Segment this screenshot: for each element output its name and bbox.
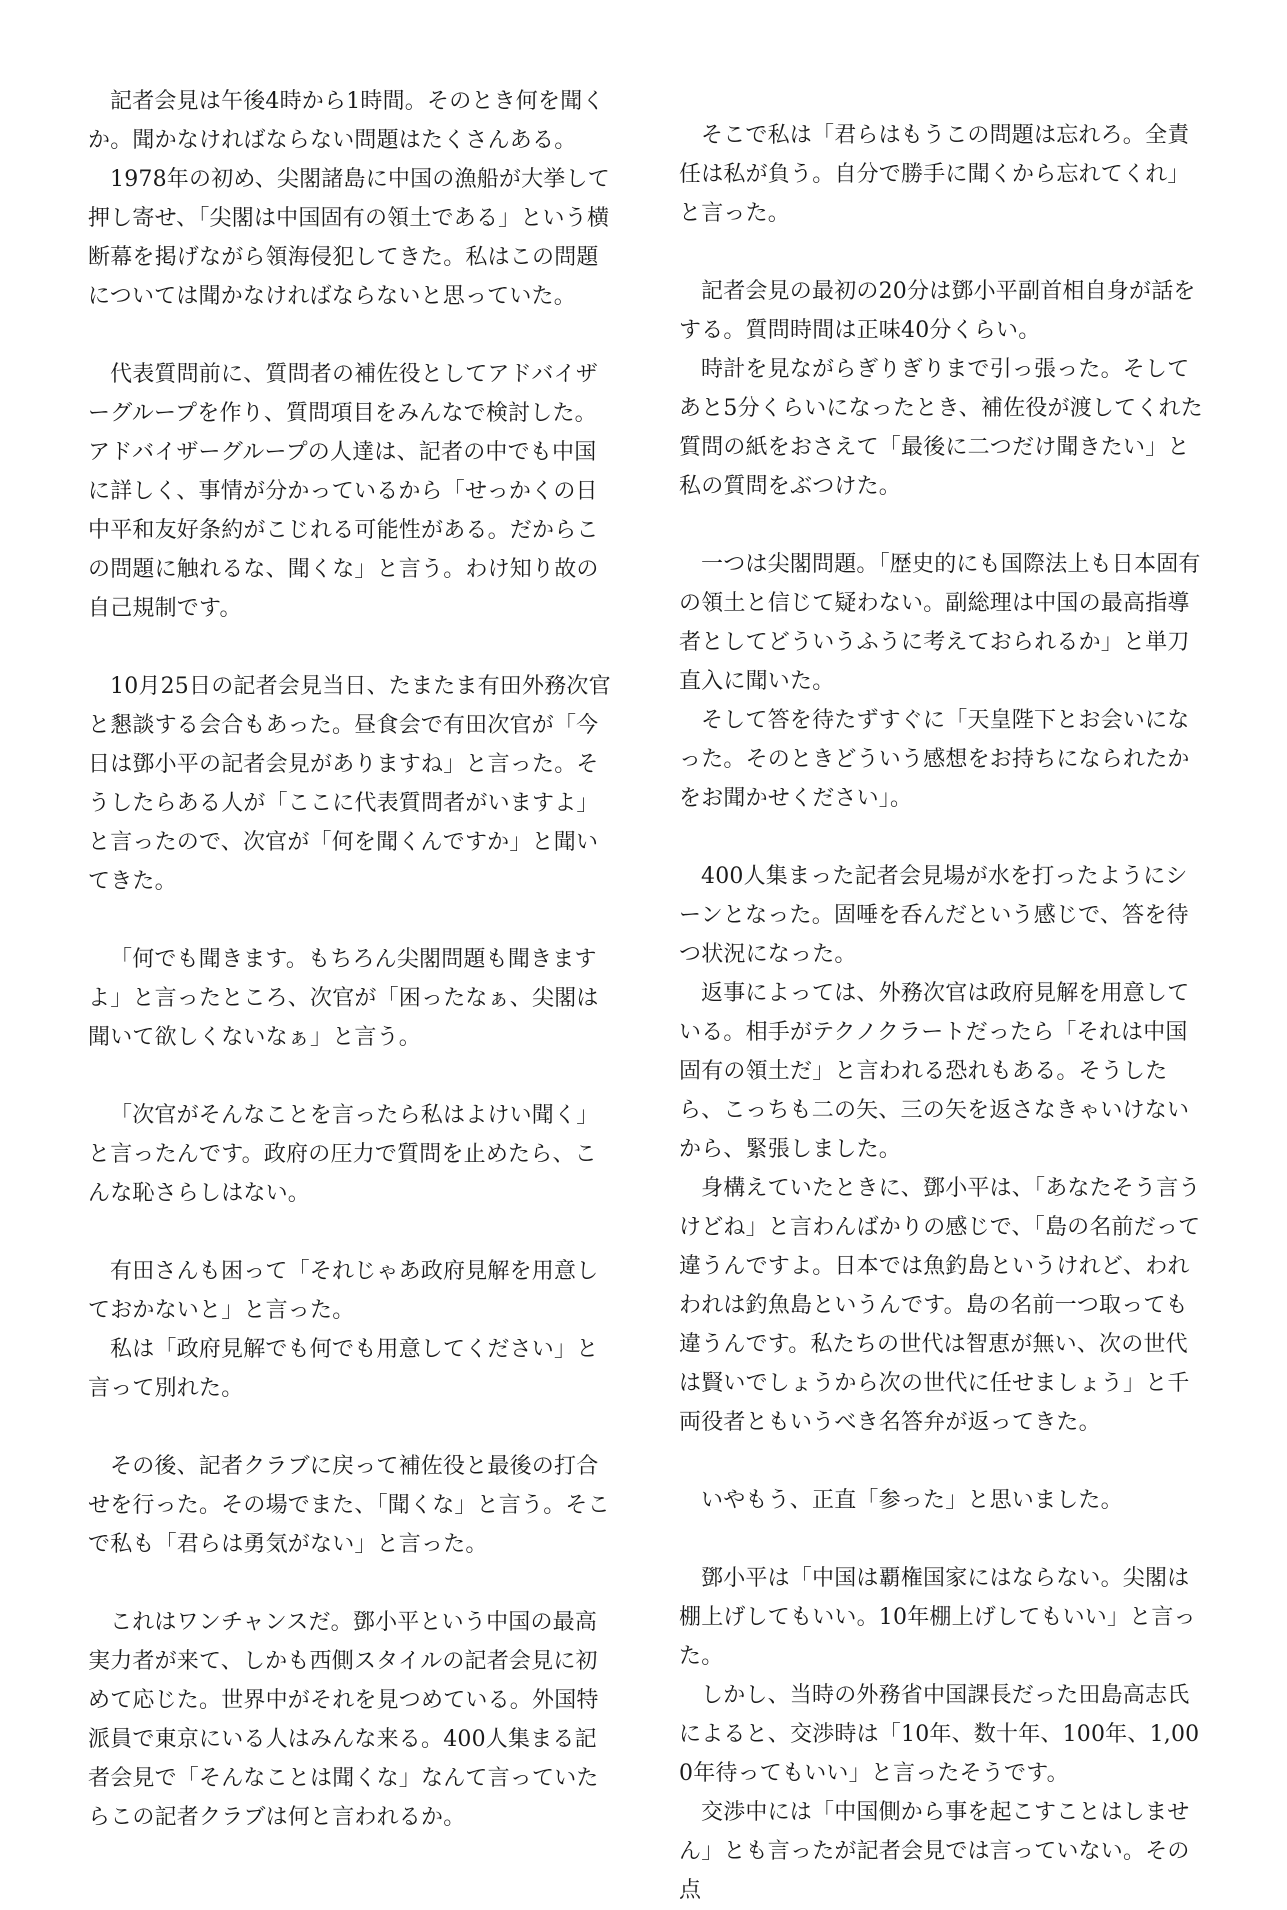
paragraph-gap [88, 1213, 612, 1252]
paragraph-gap [88, 901, 612, 940]
paragraph: そして答を待たずすぐに「天皇陛下とお会いになった。そのときどういう感想をお持ちになられたかをお聞かせください」。 [679, 708, 1190, 811]
paragraph: 身構えていたときに、鄧小平は、「あなたそう言うけどね」と言わんばかりの感じで、「島の名前だって違うんですよ。日本では魚釣島というけれど、われわれは釣魚島というんです。島の名前一つ取っても違うんです。私たちの世代は智恵が無い、次の世代は賢いでしょうから次の世代に任せましょう」と千両役者ともいうべき名答弁が返ってきた。 [679, 1176, 1201, 1435]
paragraph: 記者会見の最初の20分は鄧小平副首相自身が話をする。質問時間は正味40分くらい。 [679, 279, 1196, 343]
paragraph: 記者会見は午後4時から1時間。そのとき何を聞くか。聞かなければならない問題はたくさんある。 [88, 89, 605, 153]
paragraph-gap [88, 1408, 612, 1447]
paragraph: しかし、当時の外務省中国課長だった田島高志氏によると、交渉時は「10年、数十年、100年、1,000年待ってもいい」と言ったそうです。 [679, 1683, 1200, 1786]
paragraph-gap [88, 1057, 612, 1096]
paragraph: 返事によっては、外務次官は政府見解を用意している。相手がテクノクラートだったら「それは中国固有の領土だ」と言われる恐れもある。そうしたら、こっちも二の矢、三の矢を返さなきゃいけないから、緊張しました。 [679, 981, 1190, 1162]
paragraph: 鄧小平は「中国は覇権国家にはならない。尖閣は棚上げしてもいい。10年棚上げしてもいい」と言った。 [679, 1566, 1196, 1669]
paragraph: 代表質問前に、質問者の補佐役としてアドバイザーグループを作り、質問項目をみんなで検討した。アドバイザーグループの人達は、記者の中でも中国に詳しく、事情が分かっているから「せっかくの日中平和友好条約がこじれる可能性がある。だからこの問題に触れるな、聞くな」と言う。わけ知り故の自己規制です。 [88, 362, 599, 621]
paragraph-gap [88, 1564, 612, 1603]
paragraph-gap [88, 316, 612, 355]
right-column [679, 116, 1203, 1910]
paragraph: 「何でも聞きます。もちろん尖閣問題も聞きますよ」と言ったところ、次官が「困ったなぁ、尖閣は聞いて欲しくないなぁ」と言う。 [88, 947, 599, 1050]
paragraph: 1978年の初め、尖閣諸島に中国の漁船が大挙して押し寄せ、「尖閣は中国固有の領土である」という横断幕を掲げながら領海侵犯してきた。私はこの問題については聞かなければならないと思っていた。 [88, 167, 610, 309]
paragraph-gap [679, 1520, 1203, 1559]
paragraph: 私は「政府見解でも何でも用意してください」と言って別れた。 [88, 1337, 599, 1401]
paragraph: 有田さんも困って「それじゃあ政府見解を用意しておかないと」と言った。 [88, 1259, 599, 1323]
left-column [88, 82, 612, 1837]
paragraph: 10月25日の記者会見当日、たまたま有田外務次官と懇談する会合もあった。昼食会で有田次官が「今日は鄧小平の記者会見がありますね」と言った。そうしたらある人が「ここに代表質問者がいますよ」と言ったので、次官が「何を聞くんですか」と聞いてきた。 [88, 674, 611, 894]
paragraph: その後、記者クラブに戻って補佐役と最後の打合せを行った。その場でまた、「聞くな」と言う。そこで私も「君らは勇気がない」と言った。 [88, 1454, 610, 1557]
paragraph: 交渉中には「中国側から事を起こすことはしません」とも言ったが記者会見では言っていない。その点 [679, 1800, 1190, 1903]
paragraph: 時計を見ながらぎりぎりまで引っ張った。そしてあと5分くらいになったとき、補佐役が渡してくれた質問の紙をおさえて「最後に二つだけ聞きたい」と私の質問をぶつけた。 [679, 357, 1203, 499]
paragraph-gap [88, 628, 612, 667]
paragraph: これはワンチャンスだ。鄧小平という中国の最高実力者が来て、しかも西側スタイルの記者会見に初めて応じた。世界中がそれを見つめている。外国特派員で東京にいる人はみんな来る。400人集まる記者会見で「そんなことは聞くな」なんて言っていたらこの記者クラブは何と言われるか。 [88, 1610, 599, 1830]
paragraph: 一つは尖閣問題。「歴史的にも国際法上も日本固有の領土と信じて疑わない。副総理は中国の最高指導者としてどういうふうに考えておられるか」と単刀直入に聞いた。 [679, 552, 1201, 694]
paragraph: いやもう、正直「参った」と思いました。 [701, 1488, 1123, 1513]
paragraph-gap [679, 233, 1203, 272]
paragraph: 「次官がそんなことを言ったら私はよけい聞く」と言ったんです。政府の圧力で質問を止めたら、こんな恥さらしはない。 [88, 1103, 599, 1206]
paragraph-gap [679, 506, 1203, 545]
paragraph-gap [679, 818, 1203, 857]
paragraph: 400人集まった記者会見場が水を打ったようにシーンとなった。固唾を呑んだという感じで、答を待つ状況になった。 [679, 864, 1189, 967]
paragraph-gap [679, 1442, 1203, 1481]
paragraph: そこで私は「君らはもうこの問題は忘れろ。全責任は私が負う。自分で勝手に聞くから忘れてくれ」と言った。 [679, 123, 1190, 226]
